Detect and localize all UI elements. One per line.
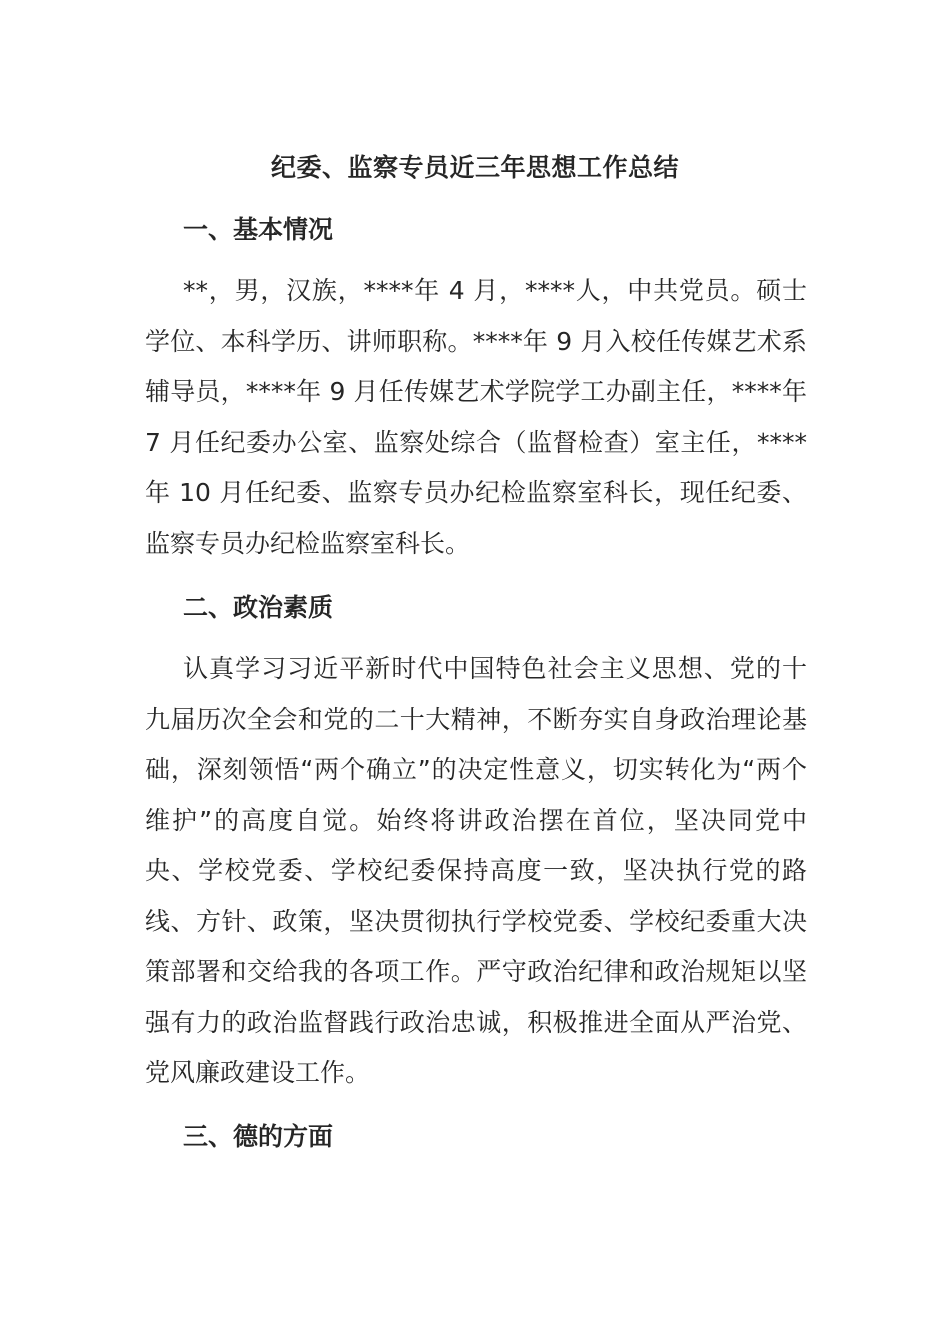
section-heading-basic-info: 一、基本情况 [183,215,334,244]
section-heading-political-quality: 二、政治素质 [183,593,334,622]
section-paragraph-basic-info: **，男，汉族，****年 4 月，****人，中共党员。硕士学位、本科学历、讲师职称。****年 9 月入校任传媒艺术系辅导员，****年 9 月任传媒艺术学院学工办副主任，****年 7 月任纪委办公室、监察处综合（监督检查）室主任，****年 10 月任纪委、监察专员办纪检监察室科长，现任纪委、监察专员办纪检监察室科长。 [145,276,807,558]
section-paragraph-political-quality: 认真学习习近平新时代中国特色社会主义思想、党的十九届历次全会和党的二十大精神，不断夯实自身政治理论基础，深刻领悟“两个确立”的决定性意义，切实转化为“两个维护”的高度自觉。始终将讲政治摆在首位，坚决同党中央、学校党委、学校纪委保持高度一致，坚决执行党的路线、方针、政策，坚决贯彻执行学校党委、学校纪委重大决策部署和交给我的各项工作。严守政治纪律和政治规矩以坚强有力的政治监督践行政治忠诚，积极推进全面从严治党、党风廉政建设工作。 [145,654,807,1087]
document-title: 纪委、监察专员近三年思想工作总结 [270,153,679,182]
section-heading-morality: 三、德的方面 [183,1122,334,1151]
